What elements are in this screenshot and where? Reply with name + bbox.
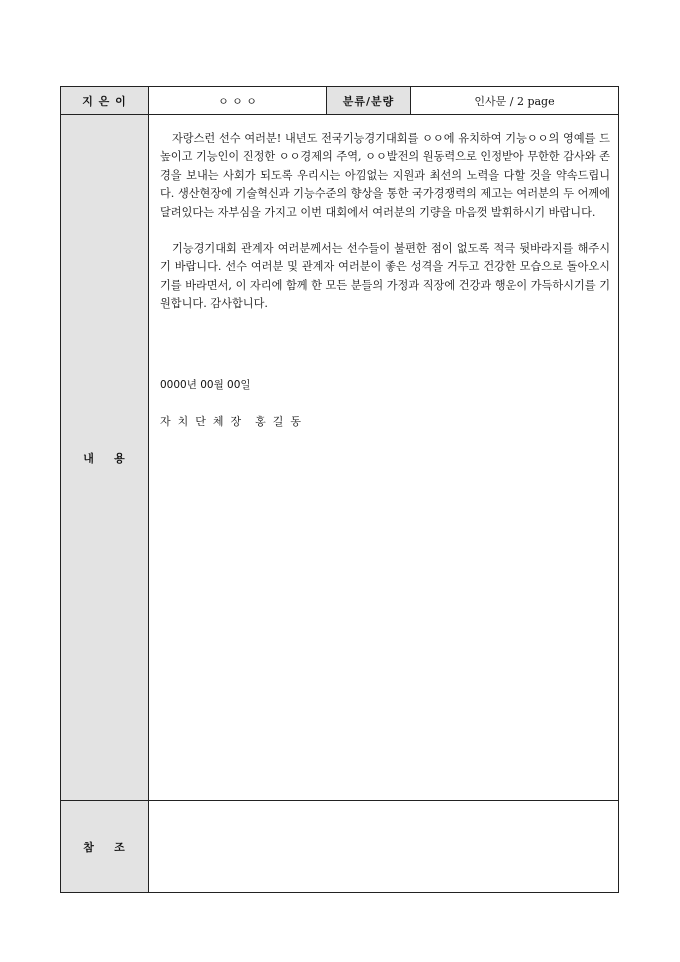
- author-label: 지 은 이: [82, 94, 127, 108]
- content-label: 내 용: [83, 451, 126, 465]
- note-label-cell: [61, 801, 149, 893]
- content-body-cell: [149, 115, 619, 801]
- category-label: 분류/분량: [342, 94, 395, 108]
- author-value: ㅇ ㅇ ㅇ: [218, 94, 257, 108]
- content-paragraph-1: 자랑스런 선수 여러분! 내년도 전국기능경기대회를 ㅇㅇ에 유치하여 기능ㅇㅇ의 영예를 드높이고 기능인이 진정한 ㅇㅇ경제의 주역, ㅇㅇ발전의 원동력으로 인정받아 무한한 감사와 존경을 보내는 사회가 되도록 우리시는 아낌없는 지원과 최선의 노력을 다할 것을 약속드립니다. 생산현장에 기술혁신과 기능수준의 향상을 통한 국가경쟁력의 제고는 여러분의 두 어께에 달려있다는 자부심을 가지고 이번 대회에서 여러분의 기량을 마음껏 발휘하시기 바랍니다.: [160, 132, 610, 219]
- content-paragraph-2: 기능경기대회 관계자 여러분께서는 선수들이 불편한 점이 없도록 적극 뒷바라지를 해주시기 바랍니다. 선수 여러분 및 관계자 여러분이 좋은 성격을 거두고 건강한 모습으로 돌아오시기를 바라면서, 이 자리에 함께 한 모든 분들의 가정과 직장에 건강과 행운이 가득하시기를 기원합니다. 감사합니다.: [160, 242, 610, 311]
- document-date: 0000년 00월 00일: [160, 378, 251, 391]
- signer-name: 자 치 단 체 장 홍 길 동: [160, 414, 301, 428]
- document-table: [60, 86, 619, 893]
- content-row: [61, 115, 619, 801]
- note-label: 참 조: [83, 840, 126, 854]
- content-label-cell: [61, 115, 149, 801]
- category-value-cell: [411, 87, 619, 115]
- author-value-cell: [149, 87, 327, 115]
- category-value: 인사문 / 2 page: [474, 94, 555, 108]
- note-row: [61, 801, 619, 893]
- note-value-cell: [149, 801, 619, 893]
- category-label-cell: [327, 87, 411, 115]
- header-row: [61, 87, 619, 115]
- author-label-cell: [61, 87, 149, 115]
